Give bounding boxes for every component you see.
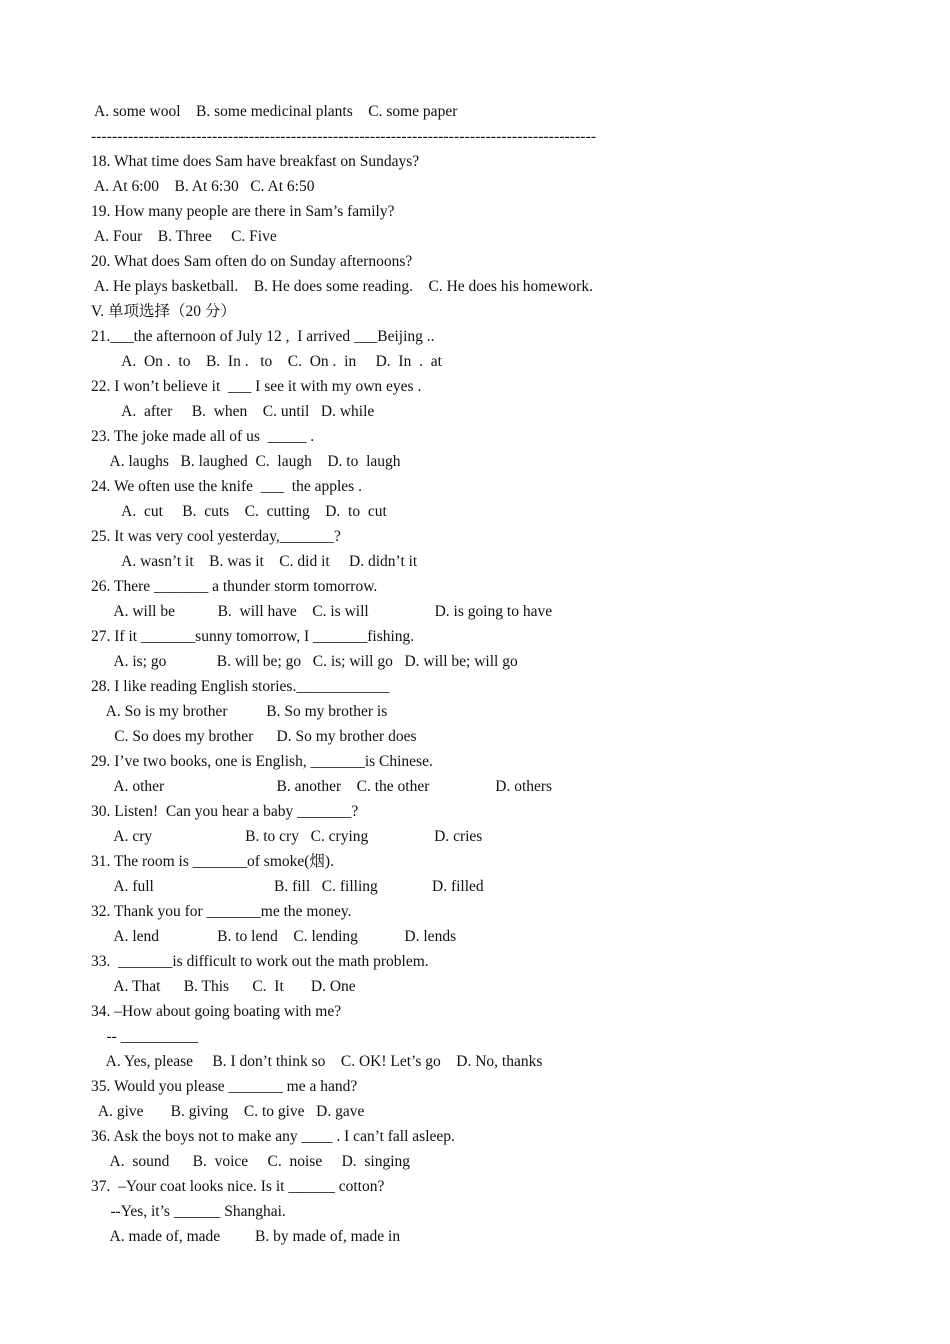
option-line-19: A. Four B. Three C. Five bbox=[91, 228, 277, 245]
option-line-34: A. Yes, please B. I don’t think so C. OK! Let’s go D. No, thanks bbox=[91, 1053, 543, 1070]
question-32: 32. Thank you for _______me the money. bbox=[91, 903, 352, 920]
option-line-17: A. some wool B. some medicinal plants C. some paper bbox=[91, 103, 458, 120]
option-line-20: A. He plays basketball. B. He does some reading. C. He does his homework. bbox=[91, 278, 593, 295]
question-37: 37. –Your coat looks nice. Is it ______ cotton? bbox=[91, 1178, 385, 1195]
question-19: 19. How many people are there in Sam’s family? bbox=[91, 203, 395, 220]
question-31: 31. The room is _______of smoke(烟). bbox=[91, 853, 334, 870]
question-37-reply: --Yes, it’s ______ Shanghai. bbox=[91, 1203, 286, 1220]
question-26: 26. There _______ a thunder storm tomorrow. bbox=[91, 578, 378, 595]
option-line-33: A. That B. This C. It D. One bbox=[91, 978, 356, 995]
option-line-26: A. will be B. will have C. is will D. is going to have bbox=[91, 603, 553, 620]
question-25: 25. It was very cool yesterday,_______? bbox=[91, 528, 341, 545]
question-30: 30. Listen! Can you hear a baby _______? bbox=[91, 803, 359, 820]
option-line-24: A. cut B. cuts C. cutting D. to cut bbox=[91, 503, 387, 520]
question-21: 21.___the afternoon of July 12 , I arrived ___Beijing .. bbox=[91, 328, 435, 345]
question-23: 23. The joke made all of us _____ . bbox=[91, 428, 315, 445]
option-line-22: A. after B. when C. until D. while bbox=[91, 403, 375, 420]
question-34: 34. –How about going boating with me? bbox=[91, 1003, 342, 1020]
answer-blank-34: -- __________ bbox=[91, 1028, 199, 1045]
question-29: 29. I’ve two books, one is English, _______is Chinese. bbox=[91, 753, 433, 770]
option-line-21: A. On . to B. In . to C. On . in D. In . at bbox=[91, 353, 442, 370]
option-line-28a: A. So is my brother B. So my brother is bbox=[91, 703, 388, 720]
option-line-28b: C. So does my brother D. So my brother does bbox=[91, 728, 417, 745]
option-line-35: A. give B. giving C. to give D. gave bbox=[91, 1103, 365, 1120]
separator-line: ------------------------------------------------------------------------------------------------ bbox=[91, 128, 597, 145]
question-24: 24. We often use the knife ___ the apples . bbox=[91, 478, 362, 495]
option-line-18: A. At 6:00 B. At 6:30 C. At 6:50 bbox=[91, 178, 315, 195]
option-line-30: A. cry B. to cry C. crying D. cries bbox=[91, 828, 483, 845]
option-line-37: A. made of, made B. by made of, made in bbox=[91, 1228, 401, 1245]
option-line-29: A. other B. another C. the other D. others bbox=[91, 778, 553, 795]
question-18: 18. What time does Sam have breakfast on Sundays? bbox=[91, 153, 420, 170]
question-36: 36. Ask the boys not to make any ____ . I can’t fall asleep. bbox=[91, 1128, 455, 1145]
question-27: 27. If it _______sunny tomorrow, I _______fishing. bbox=[91, 628, 415, 645]
option-line-25: A. wasn’t it B. was it C. did it D. didn’t it bbox=[91, 553, 418, 570]
option-line-32: A. lend B. to lend C. lending D. lends bbox=[91, 928, 457, 945]
question-22: 22. I won’t believe it ___ I see it with my own eyes . bbox=[91, 378, 422, 395]
option-line-27: A. is; go B. will be; go C. is; will go D. will be; will go bbox=[91, 653, 518, 670]
question-28: 28. I like reading English stories.____________ bbox=[91, 678, 390, 695]
option-line-31: A. full B. fill C. filling D. filled bbox=[91, 878, 484, 895]
question-33: 33. _______is difficult to work out the math problem. bbox=[91, 953, 429, 970]
question-20: 20. What does Sam often do on Sunday afternoons? bbox=[91, 253, 413, 270]
section-heading: V. 单项选择（20 分） bbox=[91, 303, 236, 320]
option-line-36: A. sound B. voice C. noise D. singing bbox=[91, 1153, 411, 1170]
option-line-23: A. laughs B. laughed C. laugh D. to laugh bbox=[91, 453, 401, 470]
question-35: 35. Would you please _______ me a hand? bbox=[91, 1078, 358, 1095]
